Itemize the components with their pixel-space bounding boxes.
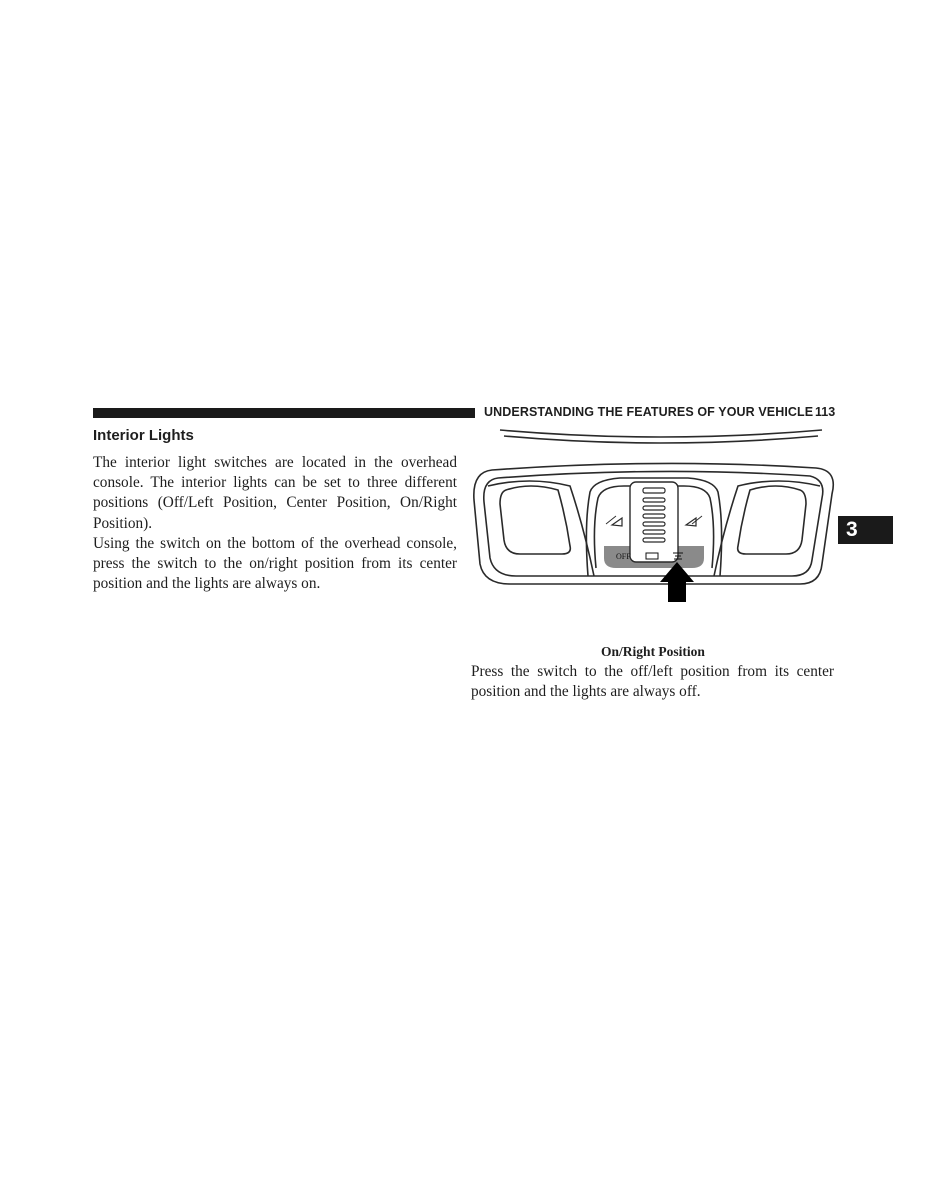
- chapter-tab: 3: [838, 516, 893, 544]
- overhead-console-illustration: [470, 428, 836, 608]
- header-rule: [93, 408, 475, 418]
- running-header-title: UNDERSTANDING THE FEATURES OF YOUR VEHICLE: [484, 405, 814, 419]
- page-number: 113: [815, 405, 836, 419]
- section-heading: Interior Lights: [93, 427, 194, 444]
- figure-caption: On/Right Position: [601, 644, 705, 659]
- body-paragraph-2: Using the switch on the bottom of the overhead console, press the switch to the on/right position from its center position and the lights are always on.: [93, 535, 457, 593]
- body-paragraph-3: Press the switch to the off/left position from its center position and the lights are always off.: [471, 663, 834, 701]
- body-paragraph-1: The interior light switches are located in the overhead console. The interior lights can be set to three different positions (Off/Left Position, Center Position, On/Right Position).: [93, 454, 457, 532]
- switch-label-off: OFF: [616, 552, 631, 561]
